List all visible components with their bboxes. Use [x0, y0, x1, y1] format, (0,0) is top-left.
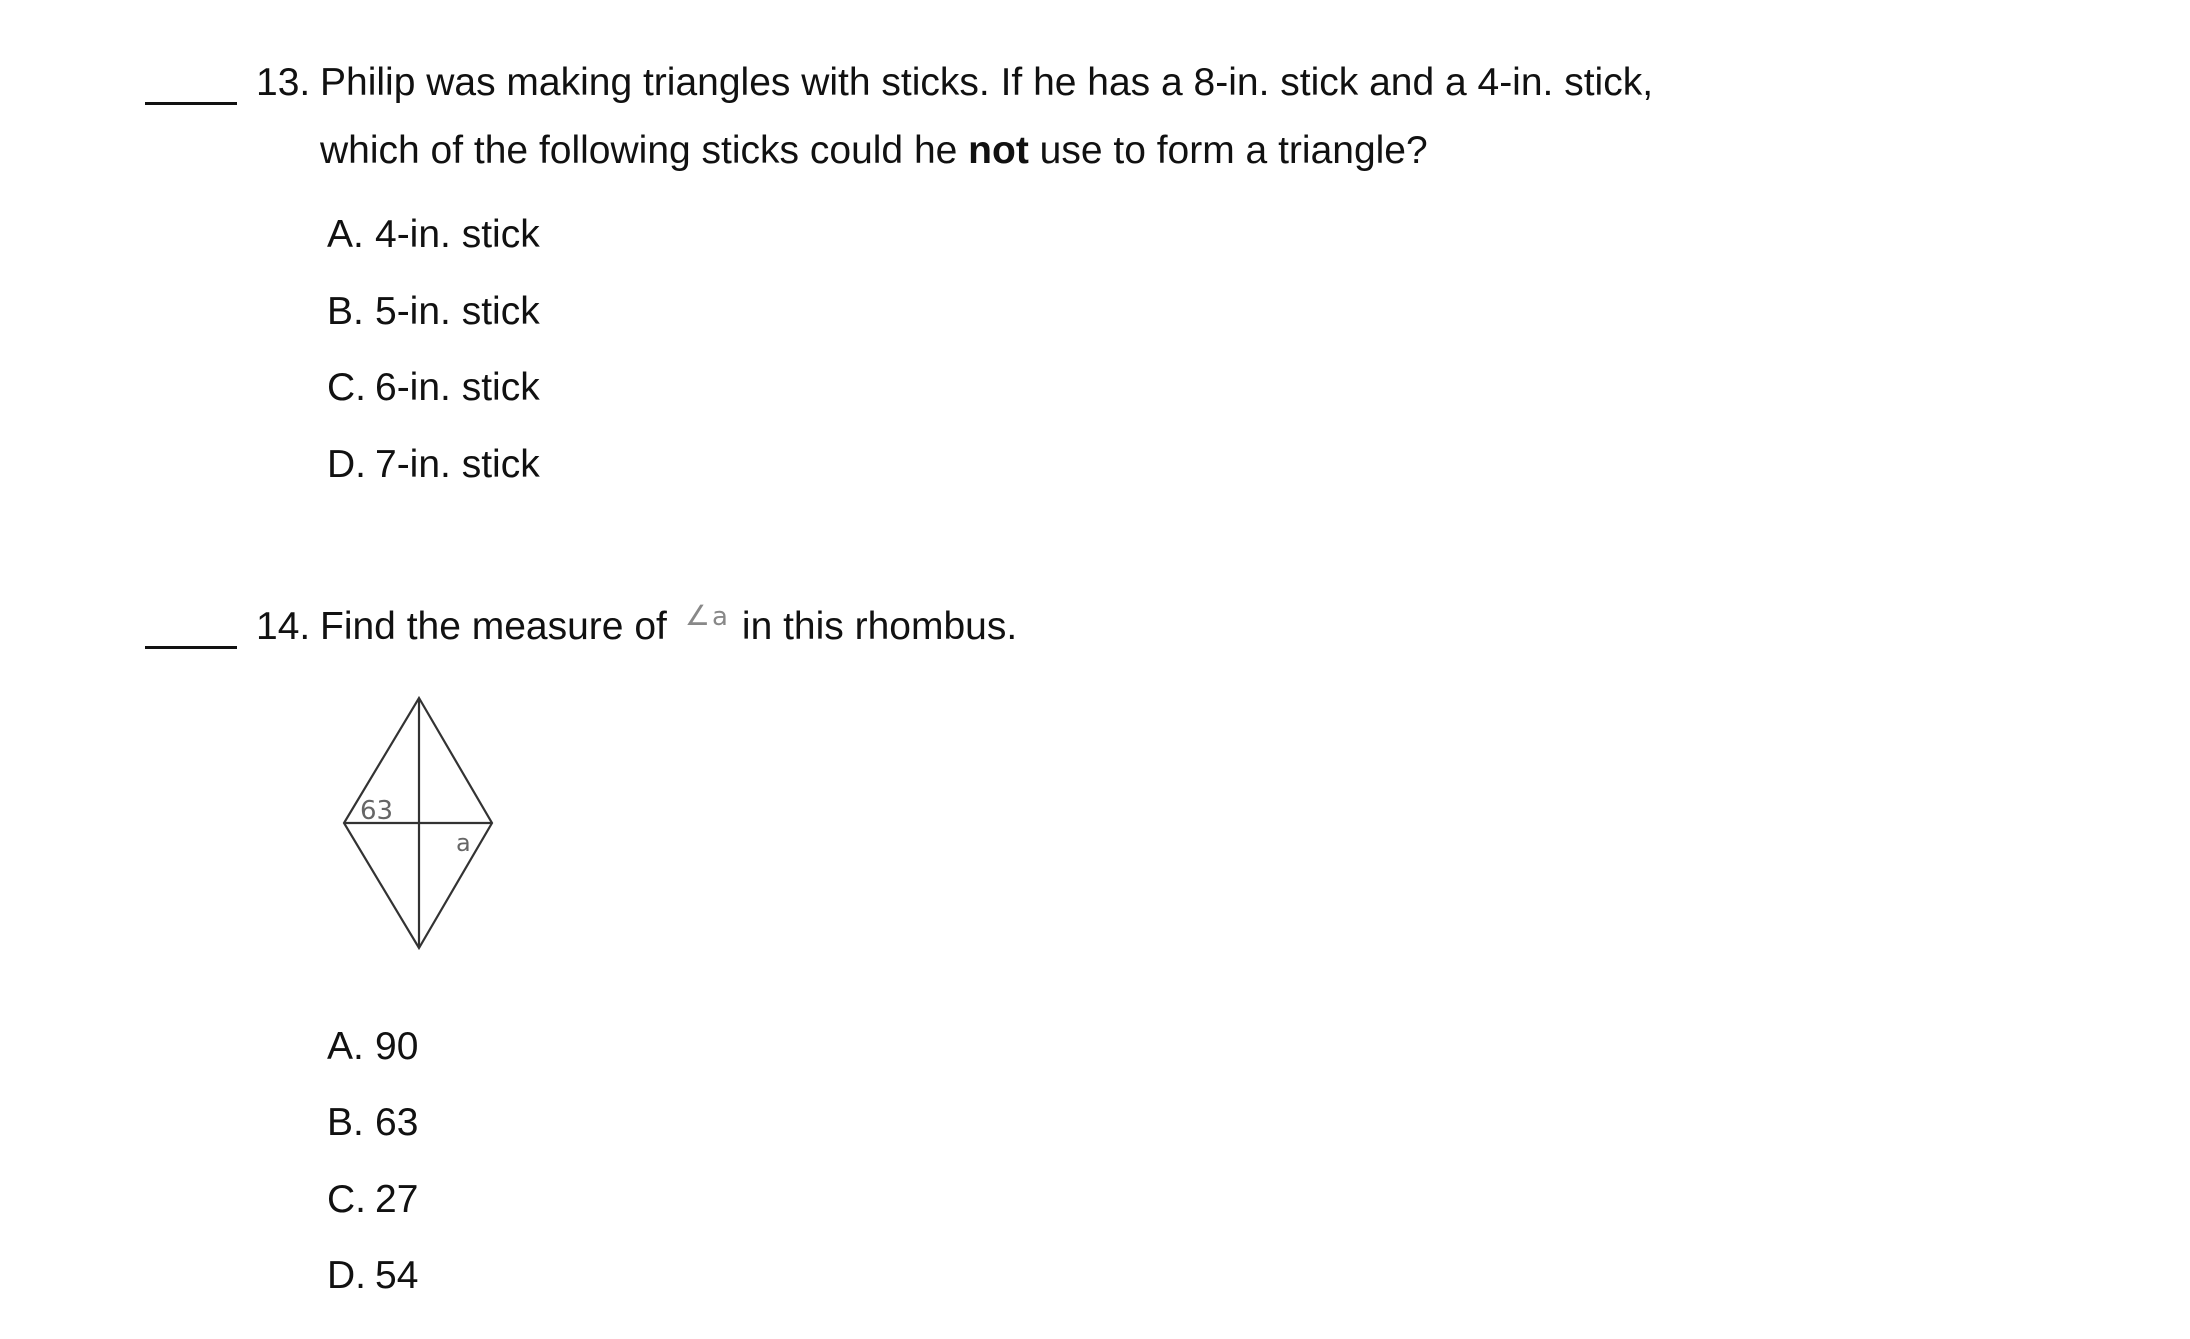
- choice-text: 27: [375, 1178, 419, 1221]
- question-13-stem-line-2: [320, 128, 1428, 174]
- stem-text: which of the following sticks could he: [320, 129, 969, 172]
- choice-14-a[interactable]: [327, 1024, 418, 1070]
- choice-text: 54: [375, 1254, 419, 1297]
- stem-text: use to form a triangle?: [1028, 129, 1428, 172]
- angle-label-a: a: [456, 829, 471, 857]
- choice-letter: C.: [327, 1178, 366, 1221]
- choice-letter: D.: [327, 1254, 366, 1297]
- choice-letter: C.: [327, 366, 366, 409]
- question-14-number: 14.: [256, 605, 311, 648]
- question-13-number: 13.: [256, 61, 311, 104]
- choice-text: 5-in. stick: [375, 290, 540, 333]
- angle-label-63: 63: [360, 796, 394, 826]
- stem-text: Find the measure of: [320, 605, 667, 648]
- choice-letter: D.: [327, 443, 366, 486]
- angle-icon: ∠: [684, 599, 710, 632]
- choice-13-d[interactable]: [327, 442, 540, 488]
- choice-14-b[interactable]: [327, 1100, 418, 1146]
- choice-letter: B.: [327, 290, 364, 333]
- choice-13-a[interactable]: [327, 212, 540, 258]
- choice-text: 6-in. stick: [375, 366, 540, 409]
- answer-blank-13[interactable]: [145, 102, 237, 105]
- angle-variable: a: [711, 602, 728, 632]
- angle-a-symbol: [685, 599, 728, 632]
- choice-14-d[interactable]: [327, 1253, 418, 1299]
- choice-letter: B.: [327, 1101, 364, 1144]
- question-14-stem: [320, 599, 1018, 654]
- choice-letter: A.: [327, 213, 364, 256]
- choice-14-c[interactable]: [327, 1177, 418, 1223]
- choice-13-b[interactable]: [327, 289, 540, 335]
- choice-text: 63: [375, 1101, 419, 1144]
- choice-13-c[interactable]: [327, 365, 540, 411]
- choice-letter: A.: [327, 1025, 364, 1068]
- question-13-stem-line-1: Philip was making triangles with sticks. If he has a 8-in. stick and a 4-in. stick,: [320, 61, 1654, 104]
- answer-blank-14[interactable]: [145, 646, 237, 649]
- rhombus-figure: [330, 688, 510, 958]
- choice-text: 7-in. stick: [375, 443, 540, 486]
- emphasis-not: not: [968, 129, 1029, 172]
- stem-text: in this rhombus.: [741, 605, 1018, 648]
- choice-text: 90: [375, 1025, 419, 1068]
- choice-text: 4-in. stick: [375, 213, 540, 256]
